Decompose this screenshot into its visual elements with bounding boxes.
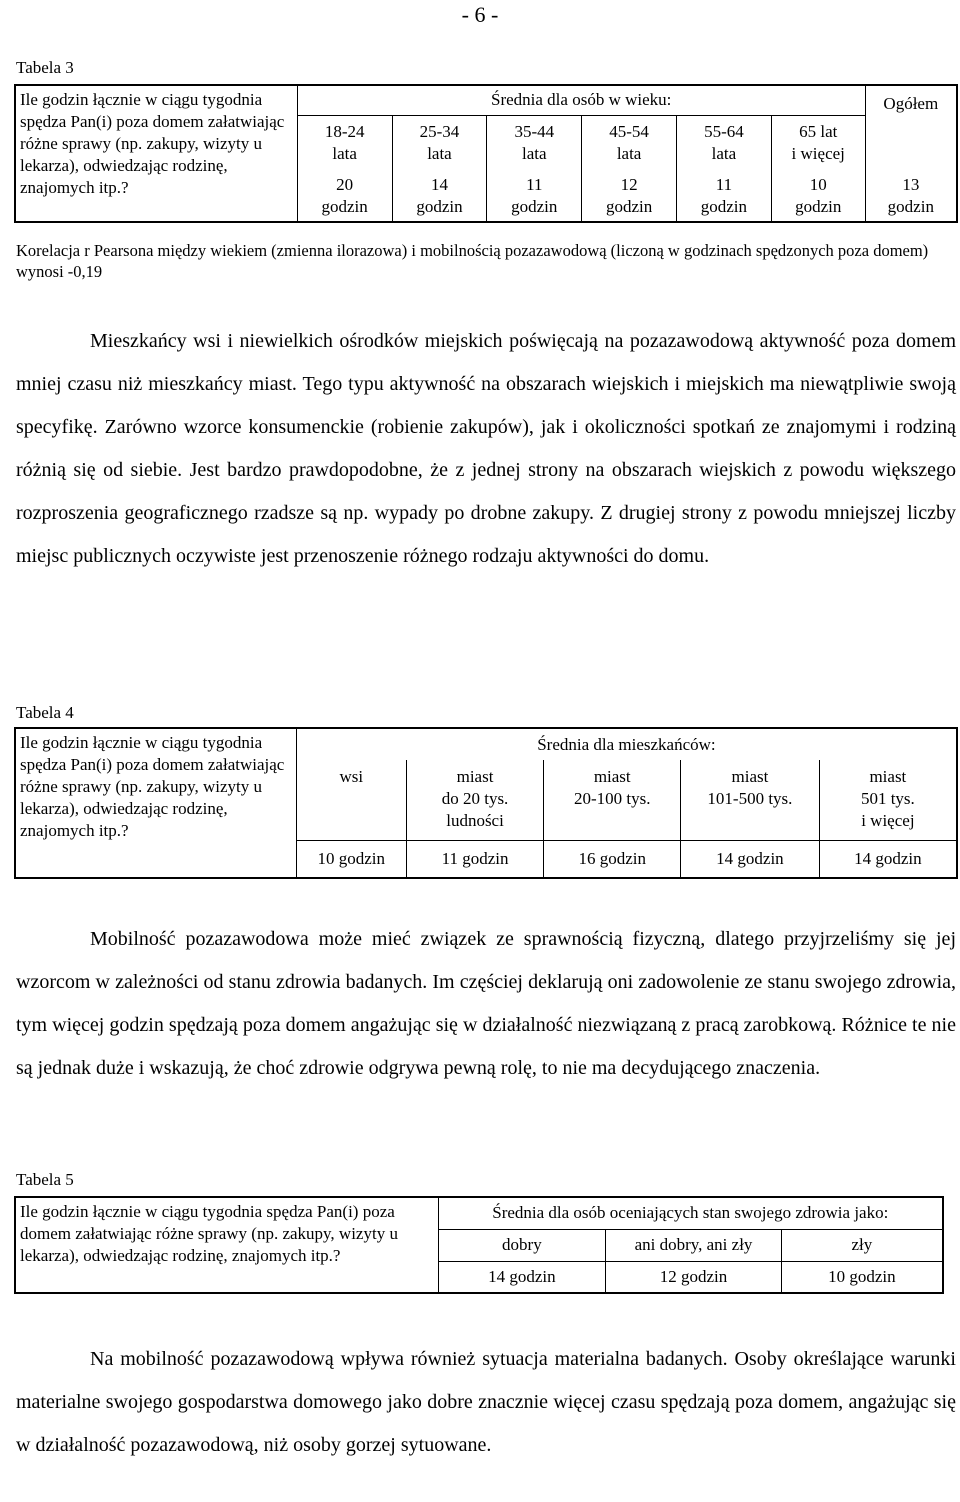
table3-age-25-34: 25-34 lata xyxy=(392,115,487,170)
table3-age-35-44: 35-44 lata xyxy=(487,115,582,170)
table3-age-45-54: 45-54 lata xyxy=(582,115,677,170)
table5-value-zly: 10 godzin xyxy=(781,1261,943,1293)
table5-col-zly: zły xyxy=(781,1229,943,1261)
table3-value-65-plus: 10 godzin xyxy=(771,170,865,222)
table3-caption: Tabela 3 xyxy=(16,58,74,77)
table3-value-25-34: 14 godzin xyxy=(392,170,487,222)
table3-age-55-64: 55-64 lata xyxy=(677,115,772,170)
paragraph-2: Mobilność pozazawodowa może mieć związek ze sprawnością fizyczną, dlatego przyjrzeliśmy się jej wzorcom w zależności od stanu zdrowia badanych. Im częściej deklarują oni zadowolenie ze stanu swojego zdrowia, tym więcej godzin spędzają poza domem angażując się w działalność niezwiązaną z pracą zarobkową. Różnice te nie są jednak duże i wskazują, że choć zdrowie odgrywa pewną rolę, to nie ma decydującego znaczenia. xyxy=(16,928,956,1079)
table5-value-dobry: 14 godzin xyxy=(438,1261,606,1293)
page-number: - 6 - xyxy=(461,2,499,27)
table5-value-ani-dobry-ani-zly: 12 godzin xyxy=(606,1261,782,1293)
table5-caption: Tabela 5 xyxy=(16,1170,74,1189)
table4-value-miast-20-100: 16 godzin xyxy=(544,840,681,878)
correlation-note: Korelacja r Pearsona między wiekiem (zmienna ilorazowa) i mobilnością pozazawodową (liczoną w godzinach spędzonych poza domem) wynosi -0,19 xyxy=(16,241,929,281)
table5-group-header: Średnia dla osób oceniających stan swojego zdrowia jako: xyxy=(438,1197,943,1229)
table5-col-dobry: dobry xyxy=(438,1229,606,1261)
table4-value-miast-501: 14 godzin xyxy=(819,840,957,878)
table3-value-18-24: 20 godzin xyxy=(297,170,392,222)
table3-group-header: Średnia dla osób w wieku: xyxy=(297,85,865,115)
paragraph-3: Na mobilność pozazawodową wpływa również sytuacja materialna badanych. Osoby określające warunki materialne swojego gospodarstwa domowego jako dobre znacznie więcej czasu spędzają poza domem, angażując się w działalność pozazawodową, niż osoby gorzej sytuowane. xyxy=(16,1348,956,1456)
table4-col-wsi: wsi xyxy=(296,760,406,840)
table3 xyxy=(14,84,958,223)
table5-question: Ile godzin łącznie w ciągu tygodnia spędza Pan(i) poza domem załatwiając różne sprawy (np. zakupy, wizyty u lekarza), odwiedzając rodzinę, znajomych itp.? xyxy=(15,1197,438,1293)
table3-value-35-44: 11 godzin xyxy=(487,170,582,222)
table4-question: Ile godzin łącznie w ciągu tygodnia spędza Pan(i) poza domem załatwiając różne sprawy (np. zakupy, wizyty u lekarza), odwiedzając rodzinę, znajomych itp.? xyxy=(15,728,296,878)
table4-col-miast-501: miast 501 tys. i więcej xyxy=(819,760,957,840)
table4-value-wsi: 10 godzin xyxy=(296,840,406,878)
table3-total-header: Ogółem xyxy=(865,85,957,115)
table4-value-miast-101-500: 14 godzin xyxy=(681,840,820,878)
paragraph-1: Mieszkańcy wsi i niewielkich ośrodków miejskich poświęcają na pozazawodową aktywność poza domem mniej czasu niż mieszkańcy miast. Tego typu aktywność na obszarach wiejskich i miejskich ma niewątpliwie swoją specyfikę. Zarówno wzorce konsumenckie (robienie zakupów), jak i okoliczności spotkań ze znajomymi i rodziną różnią się od siebie. Jest bardzo prawdopodobne, że z jednej strony na obszarach wiejskich z powodu większego rozproszenia geograficznego rzadsze są np. wypady po drobne zakupy. Z drugiej strony z powodu mniejszej liczby miejsc publicznych oczywiste jest przenoszenie różnego rodzaju aktywności do domu. xyxy=(16,330,956,567)
table3-value-55-64: 11 godzin xyxy=(677,170,772,222)
table4-col-miast-101-500: miast 101-500 tys. xyxy=(681,760,820,840)
table5-col-ani-dobry-ani-zly: ani dobry, ani zły xyxy=(606,1229,782,1261)
table3-value-total: 13 godzin xyxy=(865,170,957,222)
table4 xyxy=(14,727,958,879)
table3-value-45-54: 12 godzin xyxy=(582,170,677,222)
table4-col-miast-20: miast do 20 tys. ludności xyxy=(406,760,544,840)
table3-question: Ile godzin łącznie w ciągu tygodnia spędza Pan(i) poza domem załatwiając różne sprawy (np. zakupy, wizyty u lekarza), odwiedzając rodzinę, znajomych itp.? xyxy=(15,85,297,222)
table5 xyxy=(14,1196,944,1294)
table4-col-miast-20-100: miast 20-100 tys. xyxy=(544,760,681,840)
table3-age-65-plus: 65 lat i więcej xyxy=(771,115,865,170)
table4-caption: Tabela 4 xyxy=(16,703,74,722)
table4-value-miast-20: 11 godzin xyxy=(406,840,544,878)
table4-group-header: Średnia dla mieszkańców: xyxy=(296,728,957,760)
table3-age-18-24: 18-24 lata xyxy=(297,115,392,170)
